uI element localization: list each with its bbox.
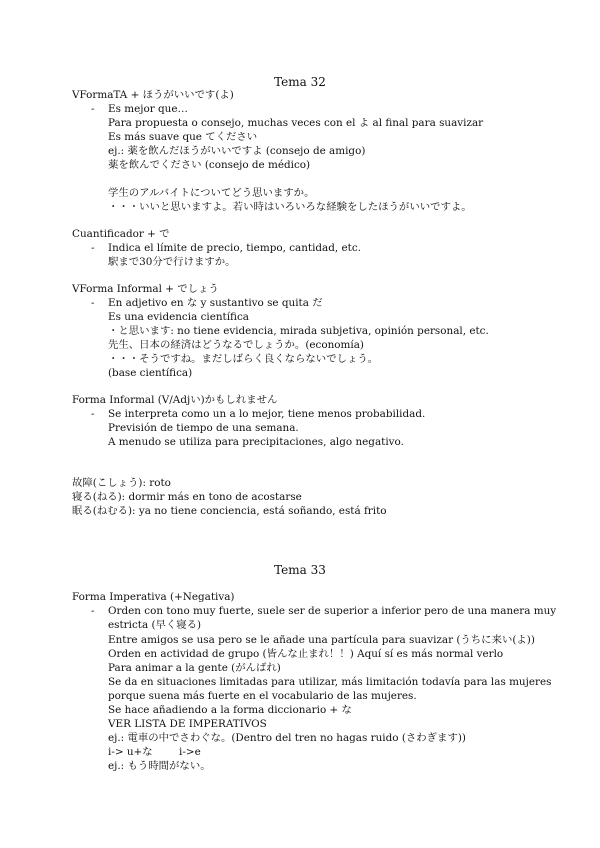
note-line: Para animar a la gente (がんばれ) [108,662,281,674]
note-line: ・と思います: no tiene evidencia, mirada subjetiva, opinión personal, etc. [108,325,489,337]
note-line: Es más suave que てください [108,131,258,143]
bullet-dash: - [91,242,95,254]
note-line: Orden con tono muy fuerte, suele ser de superior a inferior pero de una manera muy [108,605,557,617]
vocab-line: 眠る(ねむる): ya no tiene conciencia, está soñando, está frito [72,505,387,517]
note-line: Previsión de tiempo de una semana. [108,422,299,434]
note-line: 薬を飲んでください (consejo de médico) [108,159,311,171]
note-line: porque suena más fuerte en el vocabulario de las mujeres. [108,690,417,702]
note-line: Se da en situaciones limitadas para utilizar, más limitación todavía para las mujeres [108,676,552,688]
note-line: Entre amigos se usa pero se le añade una partícula para suavizar (うちに来い(よ)) [108,634,535,646]
note-line: En adjetivo en な y sustantivo se quita だ [108,297,323,309]
section-heading-cuantificador: Cuantificador + で [72,228,170,240]
vocab-line: 寝る(ねる): dormir más en tono de acostarse [72,491,302,503]
note-line: i-> u+な i->e [108,746,201,758]
bullet-dash: - [91,103,95,115]
note-line: ej.: 薬を飲んだほうがいいですよ (consejo de amigo) [108,145,366,157]
section-heading-imperativa: Forma Imperativa (+Negativa) [72,591,235,603]
bullet-dash: - [91,605,95,617]
note-line: Indica el límite de precio, tiempo, cantidad, etc. [108,242,361,254]
note-line: A menudo se utiliza para precipitaciones, algo negativo. [108,436,404,448]
note-line: ej.: もう時間がない。 [108,760,211,772]
section-heading-ta-hougaii: VFormaTA + ほうがいいです(よ) [72,89,234,101]
note-line: (base científica) [108,367,193,379]
section-heading-kamoshiremasen: Forma Informal (V/Adjい)かもしれません [72,394,278,406]
vocab-line: 故障(こしょう): roto [72,477,171,489]
bullet-dash: - [91,297,95,309]
note-line: Se interpreta como un a lo mejor, tiene menos probabilidad. [108,408,426,420]
note-line: Orden en actividad de grupo (皆んな止まれ！！) Aquí sí es más normal verlo [108,648,504,660]
note-line: Se hace añadiendo a la forma diccionario + な [108,704,352,716]
note-line: 駅まで30分で行けますか。 [108,256,236,268]
page-title-tema-32: Tema 32 [274,75,326,89]
note-line: ・・・いいと思いますよ。若い時はいろいろな経験をしたほうがいいですよ。 [108,201,472,213]
note-line: Es una evidencia científica [108,311,250,323]
note-line: Es mejor que… [108,103,188,115]
note-line: VER LISTA DE IMPERATIVOS [108,718,267,730]
note-line: Para propuesta o consejo, muchas veces con el よ al final para suavizar [108,117,484,129]
note-line: ej.: 電車の中でさわぐな。(Dentro del tren no hagas ruido (さわぎます)) [108,732,466,744]
bullet-dash: - [91,408,95,420]
page-title-tema-33: Tema 33 [274,563,326,577]
note-line: estricta (早く寝る) [108,619,202,631]
note-line: 先生、日本の経済はどうなるでしょうか。(economía) [108,339,364,351]
note-line: ・・・そうですね。まだしばらく良くならないでしょう。 [108,353,379,365]
note-line: 学生のアルバイトについてどう思いますか。 [108,187,315,199]
section-heading-deshou: VForma Informal + でしょう [72,283,219,295]
